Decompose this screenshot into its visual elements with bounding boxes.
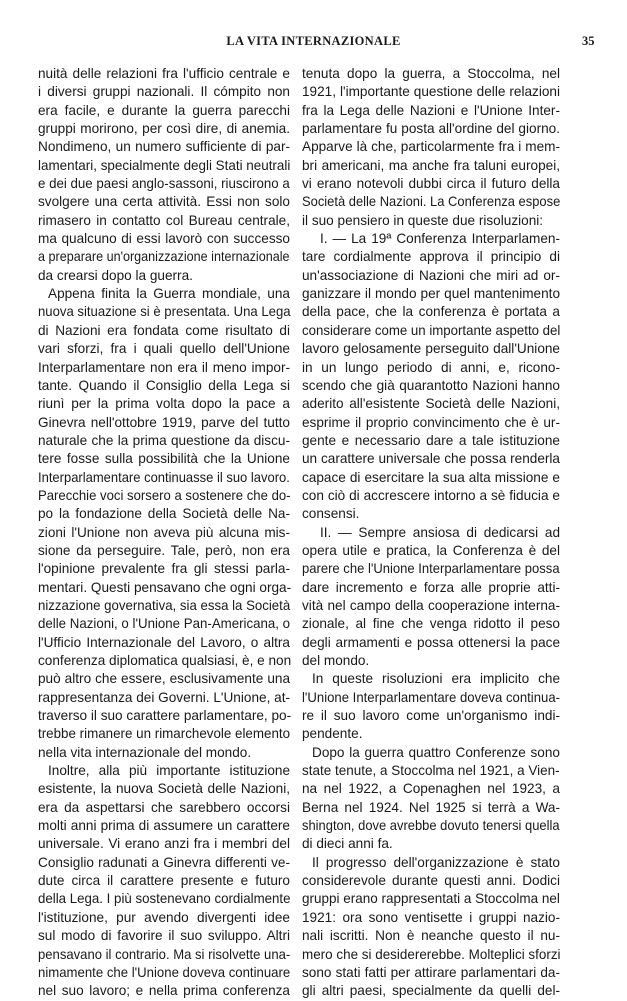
text-line: ma qualcuno di essi lavorò con successo: [38, 231, 290, 247]
text-line: molti anni prima di assumere un carattere: [38, 818, 290, 834]
text-line: sono stati fatti per attirare parlamentari da-: [302, 964, 560, 980]
text-line: un carattere universale che possa renderla: [302, 451, 560, 467]
text-line: ganizzare il mondo per quel mantenimento: [302, 286, 560, 302]
text-line: Berna nel 1924. Nel 1925 si terrà a Wa-: [302, 799, 560, 815]
text-line: lavoro gelosamente perseguito dall'Unione: [302, 341, 560, 357]
text-line: zionale, al fine che venga ridotto il peso: [302, 616, 560, 632]
text-line: gruppi morirono, per così dire, di anemia.: [38, 121, 290, 137]
text-line: della Lega. I più sostenevano cordialmente: [38, 891, 291, 907]
text-line: gente e necessario dare a tale istituzione: [302, 432, 560, 448]
text-line: sul modo di favorire il suo sviluppo. Altri: [38, 928, 290, 944]
text-line: parere che l'Unione Interparlamentare possa: [302, 561, 560, 577]
text-line: pendente.: [302, 726, 363, 742]
text-line: nuità delle relazioni fra l'ufficio centrale e: [38, 66, 290, 81]
text-line: shington, dove avrebbe dovuto tenersi quella: [302, 818, 560, 834]
text-line: nali iscritti. Non è neanche questo il nu-: [302, 928, 560, 944]
text-line: 1921, l'importante questione delle relazioni: [302, 84, 560, 100]
text-line: nella vita internazionale del mondo.: [38, 744, 252, 760]
text-line: nizzazione governativa, sia essa la Società: [38, 597, 291, 613]
text-line: del mondo.: [302, 653, 370, 668]
text-line: e dei due paesi anglo-sassoni, riuscirono a: [38, 176, 290, 192]
text-line: tare cordialmente approva il principio di: [302, 249, 560, 265]
text-line: può altro che essere, esclusivamente una: [38, 671, 290, 687]
text-line: gruppi erano rappresentati a Stoccolma nel: [302, 891, 560, 907]
text-line: conferenza diplomatica qualsiasi, è, e non: [38, 653, 292, 668]
text-line: naturale che la prima questione da discu-: [38, 432, 290, 448]
text-line: zioni l'Unione non aveva più alcuna mis-: [38, 524, 290, 540]
text-line: capace di esercitare la sua alta missione e: [302, 469, 560, 485]
text-line: opera utile e pratica, la Conferenza è del: [302, 542, 560, 558]
text-line: na nel 1922, a Copenaghen nel 1923, a: [302, 781, 560, 797]
text-line: mero che si desidererebbe. Molteplici sforzi: [302, 946, 561, 962]
text-line: Dopo la guerra quattro Conferenze sono: [312, 744, 560, 760]
text-line: di dieci anni fa.: [302, 836, 393, 852]
text-line: aderito all'esistente Società delle Nazioni,: [302, 396, 560, 412]
text-line: esprime il proprio convincimento che è ur-: [302, 414, 560, 430]
text-line: dute circa il carattere presente e futuro: [38, 873, 290, 889]
text-line: I. — La 19ª Conferenza Interparlamen-: [320, 231, 560, 247]
text-line: l'Ufficio Internazionale del Lavoro, o altra: [38, 634, 290, 650]
text-line: rappresentanza dei Governi. L'Unione, at-: [38, 689, 290, 705]
text-line: tere fosse sulla possibilità che la Unione: [38, 451, 290, 467]
text-line: Interparlamentare continuasse il suo lavoro.: [38, 469, 290, 485]
text-line: parlamentare fu posta all'ordine del giorno.: [302, 121, 560, 137]
text-line: Nondimeno, un numero sufficiente di par-: [38, 139, 290, 155]
text-line: degli armamenti e possa ottenersi la pace: [302, 634, 560, 650]
running-head: [0, 34, 627, 50]
text-line: II. — Sempre ansiosa di dedicarsi ad: [320, 524, 560, 540]
text-line: considerare come un importante aspetto del: [302, 322, 561, 338]
text-line: con ciò di accrescere intorno a sè fiducia e: [302, 487, 560, 503]
text-line: pensavano il contrario. Ma si risolvette una-: [38, 946, 291, 962]
text-line: Società delle Nazioni. La Conferenza espose: [302, 194, 561, 210]
text-line: l'istituzione, pur avendo divergenti idee: [38, 909, 290, 925]
text-line: dare incremento e forza alle proprie atti-: [302, 579, 560, 595]
text-line: riunì per la prima volta dopo la pace a: [38, 396, 290, 412]
text-line: da crearsi dopo la guerra.: [38, 267, 193, 283]
text-column-right: [302, 65, 560, 1001]
text-line: tenuta dopo la guerra, a Stoccolma, nel: [302, 66, 560, 81]
running-title: LA VITA INTERNAZIONALE: [226, 34, 401, 48]
text-line: i diversi gruppi nazionali. Il cómpito non: [38, 84, 290, 100]
text-line: nuova situazione si è presentata. Una Lega: [38, 304, 291, 320]
text-line: scendo che già quarantotto Nazioni hanno: [302, 377, 560, 393]
text-line: traverso il suo carattere parlamentare, po-: [38, 708, 292, 724]
text-line: in un lungo periodo di anni, e, ricono-: [302, 359, 560, 375]
text-line: In queste risoluzioni era implicito che: [312, 671, 560, 687]
text-line: Inoltre, alla più importante istituzione: [48, 763, 290, 779]
text-line: 1921: ora sono ventisette i gruppi nazio-: [302, 909, 560, 925]
text-line: l'opinione prevalente fra gli stessi parla-: [38, 561, 290, 577]
text-line: Interparlamentare non era il meno impor-: [38, 359, 290, 375]
text-line: nel suo lavoro; e nella prima conferenza: [38, 983, 290, 999]
text-line: esistente, la nuova Società delle Nazioni,: [38, 781, 290, 797]
text-line: era da aspettarsi che sarebbero occorsi: [38, 799, 290, 815]
text-column-left: [38, 65, 290, 1001]
text-line: lamentari, specialmente degli Stati neutrali: [38, 157, 291, 173]
text-line: tante. Quando il Consiglio della Lega si: [38, 377, 290, 393]
text-line: state tenute, a Stoccolma nel 1921, a Vien-: [302, 763, 560, 779]
text-line: Appena finita la Guerra mondiale, una: [48, 286, 290, 302]
page-number: 35: [582, 34, 595, 48]
text-line: considerevole durante questi anni. Dodici: [302, 873, 560, 889]
text-line: a preparare un'organizzazione internazionale: [38, 249, 290, 265]
text-line: gli altri paesi, specialmente da quelli del-: [302, 983, 560, 999]
text-line: rimasero in contatto col Bureau centrale,: [38, 212, 290, 228]
text-line: po la fondazione della Società delle Na-: [38, 506, 290, 522]
text-line: un'associazione di Nazioni che miri ad or-: [302, 267, 560, 283]
text-line: trebbe rimanere un rimarchevole elemento: [38, 726, 291, 742]
text-line: della pace, che la conferenza è portata a: [302, 304, 560, 320]
text-line: nimamente che l'Unione doveva continuare: [38, 964, 291, 980]
text-line: Apparve là che, particolarmente fra i mem-: [302, 139, 560, 155]
text-line: Il progresso dell'organizzazione è stato: [312, 854, 560, 870]
text-line: consensi.: [302, 506, 360, 522]
text-line: universale. Vi erano anzi fra i membri del: [38, 836, 290, 852]
text-line: vari sforzi, fra i quali quello dell'Unione: [38, 341, 290, 357]
text-line: Ginevra nell'ottobre 1919, parve del tutto: [38, 414, 290, 430]
text-line: di Nazioni era fondata come risultato di: [38, 322, 290, 338]
text-line: delle Nazioni, o l'Unione Pan-Americana, o: [38, 616, 291, 632]
text-line: Parecchie voci sorsero a sostenere che do-: [38, 487, 291, 503]
text-line: l'Unione Interparlamentare doveva continua-: [302, 689, 560, 705]
text-line: fra la Lega delle Nazioni e l'Unione Inter-: [302, 102, 560, 118]
text-line: mentari. Questi pensavano che ogni orga-: [38, 579, 292, 595]
text-line: vità nel campo della cooperazione interna-: [302, 597, 560, 613]
text-line: il suo pensiero in queste due risoluzioni:: [302, 212, 544, 228]
text-line: bri americani, ma anche fra taluni europei,: [302, 157, 560, 173]
text-line: svolgere una certa attività. Essi non solo: [38, 194, 290, 210]
text-line: Consiglio radunati a Ginevra differenti ve-: [38, 854, 290, 870]
text-line: re il suo lavoro come un'organismo indi-: [302, 708, 560, 724]
text-line: vi erano notevoli dubbi circa il futuro della: [302, 176, 560, 192]
text-line: sione da perseguire. Tale, però, non era: [38, 542, 290, 558]
text-line: era facile, e durante la guerra parecchi: [38, 102, 290, 118]
